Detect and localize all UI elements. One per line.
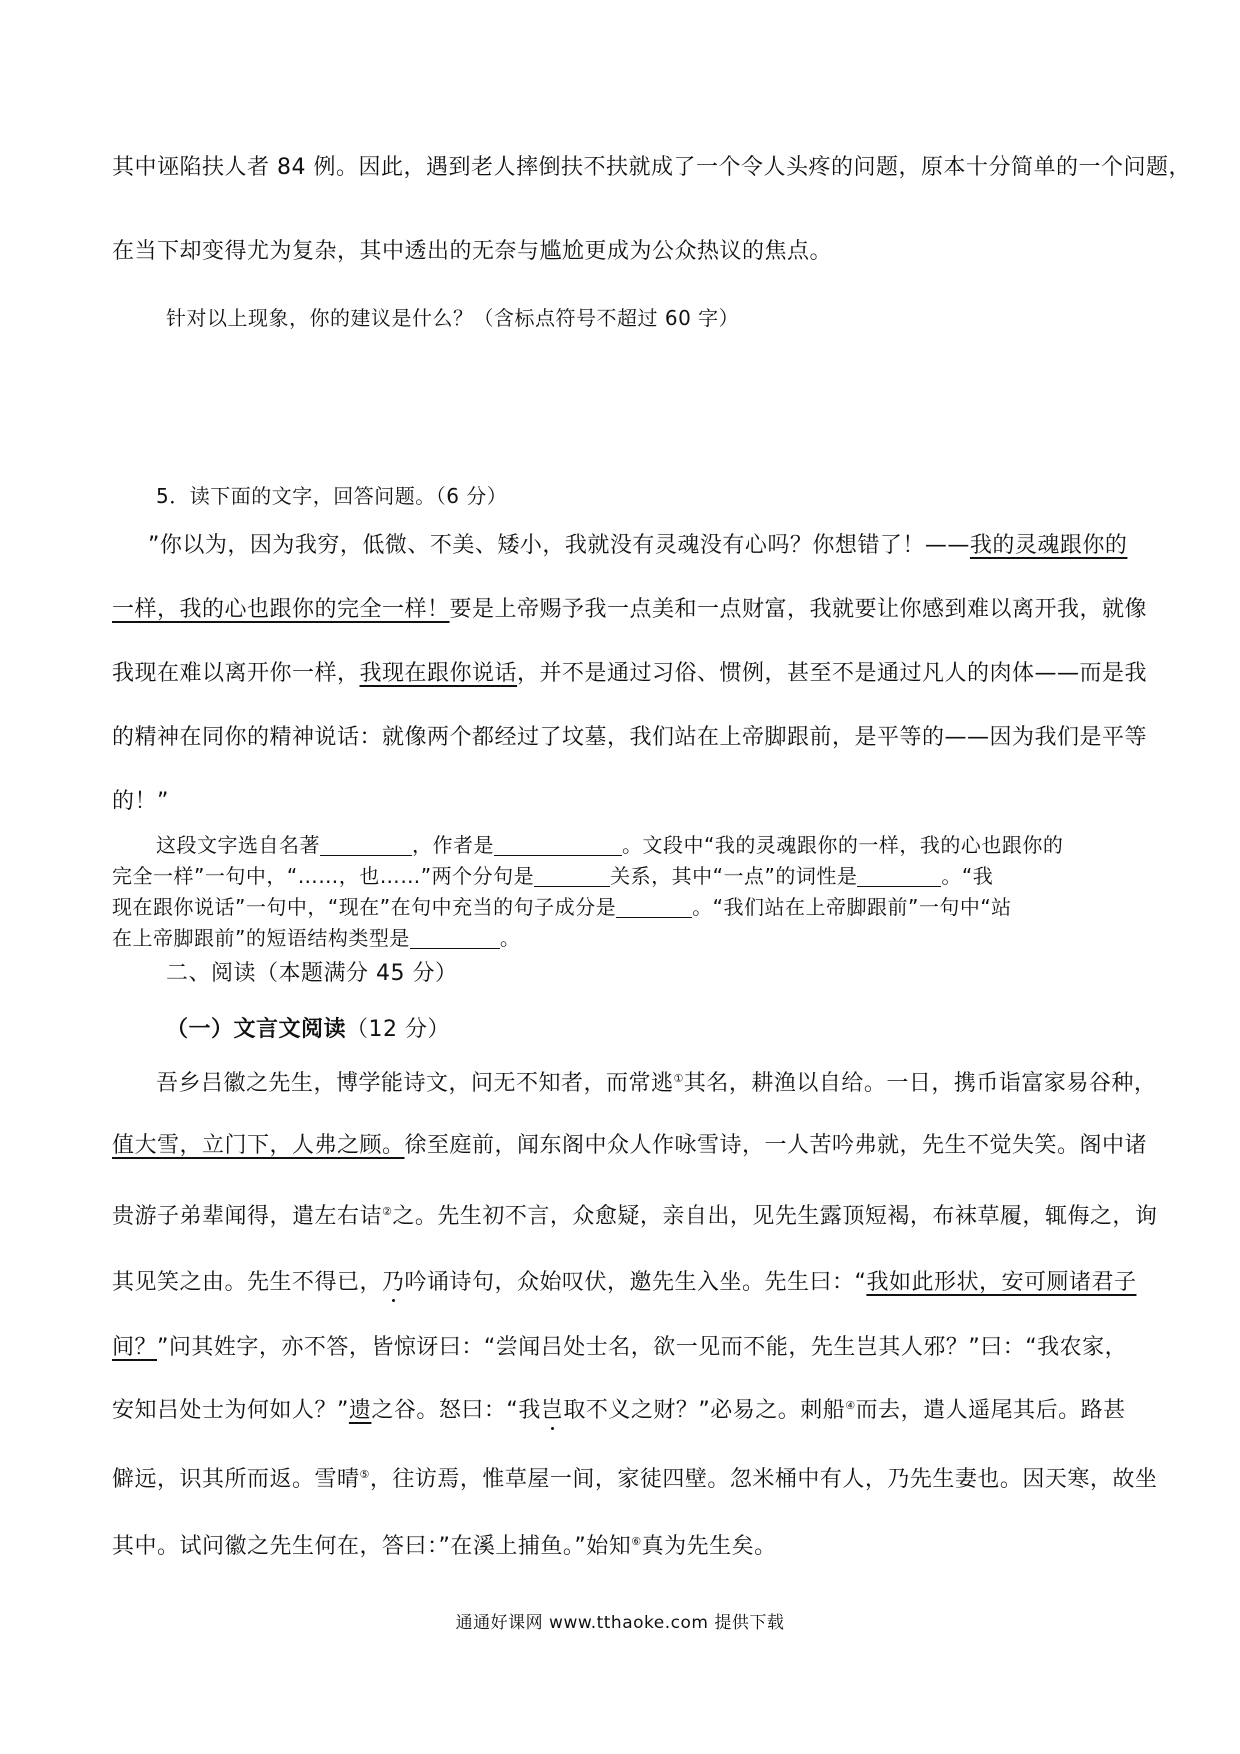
footnote-4: ④ — [845, 1399, 856, 1412]
subsection-classical-title: （一）文言文阅读（12 分） — [166, 1017, 451, 1042]
answer-blank-phrase-structure[interactable] — [410, 928, 500, 949]
answer-blank-book[interactable] — [320, 835, 412, 856]
passage-line-1: 其中诬陷扶人者 84 例。因此，遇到老人摔倒扶不扶就成了一个令人头疼的问题，原本十分简单的一个问题， — [112, 155, 1191, 180]
footnote-1: ① — [673, 1072, 684, 1085]
excerpt-line-4: 的精神在同你的精神说话：就像两个都经过了坟墓，我们站在上帝脚跟前，是平等的——因为我们是平等 — [112, 725, 1148, 750]
question-5-line-3: 现在跟你说话”一句中，“现在”在句中充当的句子成分是 。“我们站在上帝脚跟前”一句中“站 — [112, 895, 1012, 919]
answer-blank-relation[interactable] — [534, 866, 610, 887]
excerpt-line-3: 我现在难以离开你一样，我现在跟你说话，并不是通过习俗、惯例，甚至不是通过凡人的肉体——而是我 — [112, 661, 1148, 686]
question-5-heading: 5．读下面的文字，回答问题。（6 分） — [156, 484, 508, 508]
classical-line-5: 间？”问其姓字，亦不答，皆惊讶曰：“尝闻吕处士名，欲一见而不能，先生岂其人邪？”曰：“我农家， — [112, 1335, 1128, 1360]
classical-line-8: 其中。试问徽之先生何在，答曰：”在溪上捕鱼。”始知⑥真为先生矣。 — [112, 1534, 777, 1559]
excerpt-line-2: 一样，我的心也跟你的完全一样！要是上帝赐予我一点美和一点财富，我就要让你感到难以离开我，就像 — [112, 597, 1148, 622]
page-footer: 通通好课网 www.tthaoke.com 提供下载 — [455, 1613, 785, 1633]
footnote-6: ⑥ — [631, 1535, 642, 1548]
section-2-title: 二、阅读（本题满分 45 分） — [166, 961, 458, 986]
classical-line-7: 僻远，识其所而返。雪晴⑤，往访焉，惟草屋一间，家徒四壁。忽米桶中有人，乃先生妻也。因天寒，故坐 — [112, 1467, 1158, 1492]
question-5-line-2: 完全一样”一句中，“……，也……”两个分句是 关系，其中“一点”的词性是 。“我 — [112, 864, 994, 888]
question-4-prompt: 针对以上现象，你的建议是什么？（含标点符号不超过 60 字） — [166, 306, 740, 330]
classical-line-4: 其见笑之由。先生不得已，乃吟诵诗句，众始叹伏，邀先生入坐。先生曰：“我如此形状，安可厕诸君子 — [112, 1270, 1137, 1295]
answer-blank-sentence-component[interactable] — [616, 897, 692, 918]
footnote-5: ⑤ — [359, 1468, 370, 1481]
answer-blank-part-of-speech[interactable] — [857, 866, 941, 887]
classical-line-3: 贵游子弟辈闻得，遣左右诘②之。先生初不言，众愈疑，亲自出，见先生露顶短褐，布袜草履，辄侮之，询 — [112, 1204, 1158, 1229]
question-5-line-1: 这段文字选自名著 ，作者是 。文段中“我的灵魂跟你的一样，我的心也跟你的 — [156, 833, 1064, 857]
classical-line-2: 值大雪，立门下，人弗之顾。徐至庭前，闻东阁中众人作咏雪诗，一人苦吟弗就，先生不觉失笑。阁中诸 — [112, 1133, 1148, 1158]
passage-line-2: 在当下却变得尤为复杂，其中透出的无奈与尴尬更成为公众热议的焦点。 — [112, 239, 833, 264]
classical-line-6: 安知吕处士为何如人？”遗之谷。怒曰：“我岂取不义之财？”必易之。刺船④而去，遣人遥尾其后。路甚 — [112, 1398, 1126, 1423]
excerpt-line-1: ”你以为，因为我穷，低微、不美、矮小，我就没有灵魂没有心吗？你想错了！——我的灵魂跟你的 — [148, 533, 1128, 558]
answer-blank-author[interactable] — [494, 835, 622, 856]
footnote-2: ② — [382, 1205, 393, 1218]
classical-line-1: 吾乡吕徽之先生，博学能诗文，问无不知者，而常逃①其名，耕渔以自给。一日，携币诣富家易谷种， — [156, 1071, 1157, 1096]
excerpt-line-5: 的！” — [112, 789, 169, 814]
question-5-line-4: 在上帝脚跟前”的短语结构类型是 。 — [112, 926, 521, 950]
